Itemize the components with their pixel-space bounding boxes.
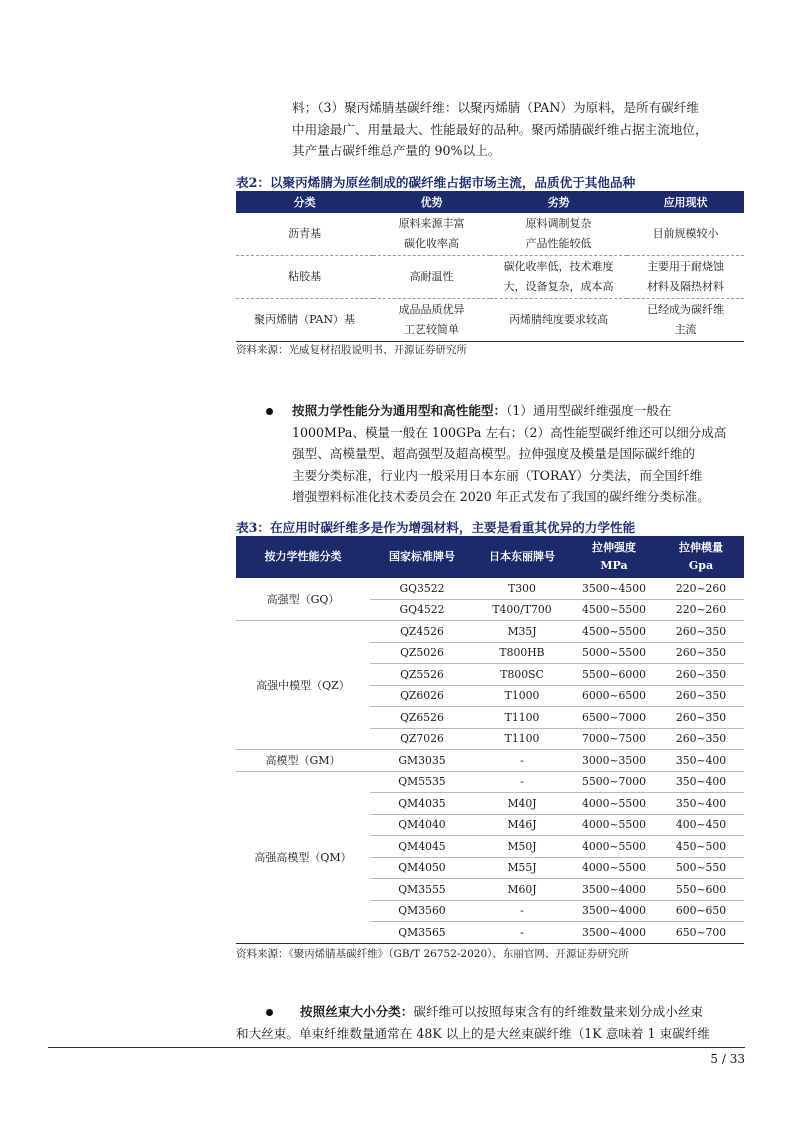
table3-strength: 5500~6000 — [570, 664, 658, 686]
table3-national-grade: QZ5026 — [370, 642, 474, 664]
table3-national-grade: QZ5526 — [370, 664, 474, 686]
table3-national-grade: QZ7026 — [370, 728, 474, 750]
table3-strength: 3500~4000 — [570, 900, 658, 922]
table3-modulus: 500~550 — [658, 857, 744, 879]
table3-header: 拉伸强度 MPa — [570, 536, 658, 578]
table2-header: 应用现状 — [627, 191, 744, 213]
table2-advantage: 高耐温性 — [373, 256, 490, 299]
table-row — [236, 256, 744, 299]
para2-bold: 按照力学性能分为通用型和高性能型： — [292, 403, 507, 418]
table2-header: 优势 — [373, 191, 490, 213]
table3-strength: 5500~7000 — [570, 771, 658, 793]
table2-category: 聚丙烯腈（PAN）基 — [236, 299, 373, 342]
bundle-paragraph-line1 — [300, 1001, 744, 1023]
table3-national-grade: QM5535 — [370, 771, 474, 793]
table2-caption: 表2：以聚丙烯腈为原丝制成的碳纤维占据市场主流，品质优于其他品种 — [236, 175, 636, 190]
para3-line: 碳纤维可以按照每束含有的纤维数量来划分成小丝束 — [413, 1004, 703, 1019]
table2-disadvantage: 丙烯腈纯度要求较高 — [490, 299, 627, 342]
para3-bold: 按照丝束大小分类： — [300, 1004, 414, 1019]
table3-strength: 6500~7000 — [570, 707, 658, 729]
table3-caption: 表3：在应用时碳纤维多是作为增强材料，主要是看重其优异的力学性能 — [236, 520, 636, 535]
table2-application: 已经成为碳纤维 主流 — [627, 299, 744, 342]
table3-toray-grade: T1000 — [474, 685, 570, 707]
table3-source: 资料来源：《聚丙烯腈基碳纤维》（GB/T 26752-2020）、东丽官网、开源证券研究所 — [236, 948, 629, 960]
table-row — [236, 299, 744, 342]
table3-strength: 5000~5500 — [570, 642, 658, 664]
intro-line: 料；（3）聚丙烯腈基碳纤维：以聚丙烯腈（PAN）为原料，是所有碳纤维 — [292, 100, 699, 115]
table3-modulus: 650~700 — [658, 922, 744, 944]
table3-national-grade: QM4045 — [370, 836, 474, 858]
table3-toray-grade: M40J — [474, 793, 570, 815]
table2 — [236, 191, 744, 342]
table3-header: 拉伸模量 Gpa — [658, 536, 744, 578]
table3-national-grade: QM4050 — [370, 857, 474, 879]
table3-modulus: 450~500 — [658, 836, 744, 858]
intro-paragraph — [292, 97, 744, 162]
table2-category: 沥青基 — [236, 213, 373, 256]
para2-line: （1）通用型碳纤维强度一般在 — [506, 403, 672, 418]
para2-line: 增强塑料标准化技术委员会在 2020 年正式发布了我国的碳纤维分类标准。 — [292, 489, 710, 504]
table3-national-grade: QM4035 — [370, 793, 474, 815]
table3-modulus: 260~350 — [658, 664, 744, 686]
table-row — [236, 621, 744, 643]
table3-category: 高模型（GM） — [236, 750, 370, 772]
para2-line: 主要分类标准，行业内一般采用日本东丽（TORAY）分类法，而全国纤维 — [292, 467, 703, 483]
table3-toray-grade: - — [474, 750, 570, 772]
table3-strength: 3500~4500 — [570, 578, 658, 599]
bullet-icon — [266, 408, 273, 415]
table3-strength: 3500~4000 — [570, 879, 658, 901]
table3-toray-grade: M46J — [474, 814, 570, 836]
table3-modulus: 350~400 — [658, 771, 744, 793]
table-row — [236, 771, 744, 793]
table3-body — [236, 578, 744, 943]
table3-strength: 4000~5500 — [570, 836, 658, 858]
table3-toray-grade: - — [474, 900, 570, 922]
table3-toray-grade: M50J — [474, 836, 570, 858]
table2-application: 主要用于耐烧蚀 材料及隔热材料 — [627, 256, 744, 299]
table3-national-grade: QZ4526 — [370, 621, 474, 643]
table3-modulus: 220~260 — [658, 578, 744, 599]
table3-strength: 3000~3500 — [570, 750, 658, 772]
table3-toray-grade: T800SC — [474, 664, 570, 686]
table3-modulus: 350~400 — [658, 750, 744, 772]
table3-strength: 4000~5500 — [570, 793, 658, 815]
table3-national-grade: QM4040 — [370, 814, 474, 836]
table3-modulus: 350~400 — [658, 793, 744, 815]
table3-toray-grade: T1100 — [474, 728, 570, 750]
table2-advantage: 成品品质优异 工艺较简单 — [373, 299, 490, 342]
table3-national-grade: GQ3522 — [370, 578, 474, 599]
table3-modulus: 260~350 — [658, 621, 744, 643]
table2-header-row — [236, 191, 744, 213]
table3-national-grade: GQ4522 — [370, 599, 474, 621]
table3-toray-grade: T1100 — [474, 707, 570, 729]
bullet-icon — [266, 1009, 273, 1016]
table2-advantage: 原料来源丰富 碳化收率高 — [373, 213, 490, 256]
footer-rule — [48, 1047, 745, 1048]
para2-line: 强型、高模量型、超高强型及超高模型。拉伸强度及模量是国际碳纤维的 — [292, 446, 695, 461]
table3-modulus: 400~450 — [658, 814, 744, 836]
table3-national-grade: QZ6526 — [370, 707, 474, 729]
para3-line: 和大丝束。单束纤维数量通常在 48K 以上的是大丝束碳纤维（1K 意味着 1 束碳纤维 — [236, 1026, 710, 1041]
table3-strength: 7000~7500 — [570, 728, 658, 750]
table3-toray-grade: M60J — [474, 879, 570, 901]
table3-toray-grade: M35J — [474, 621, 570, 643]
table2-category: 粘胶基 — [236, 256, 373, 299]
table3-strength: 4000~5500 — [570, 814, 658, 836]
table-row — [236, 213, 744, 256]
table3-toray-grade: T800HB — [474, 642, 570, 664]
table3-category: 高强型（GQ） — [236, 578, 370, 621]
table3-category: 高强中模型（QZ） — [236, 621, 370, 750]
table3-header-row — [236, 536, 744, 578]
table3-modulus: 600~650 — [658, 900, 744, 922]
table3-toray-grade: T300 — [474, 578, 570, 599]
mechanical-paragraph — [292, 400, 744, 508]
table3-modulus: 550~600 — [658, 879, 744, 901]
para2-line: 1000MPa、模量一般在 100GPa 左右；（2）高性能型碳纤维还可以细分成高 — [292, 424, 727, 440]
table3-strength: 4000~5500 — [570, 857, 658, 879]
table3-modulus: 260~350 — [658, 707, 744, 729]
table3-national-grade: QM3560 — [370, 900, 474, 922]
table3-header: 国家标准牌号 — [370, 536, 474, 578]
table-row — [236, 750, 744, 772]
table3-national-grade: QM3565 — [370, 922, 474, 944]
intro-line: 中用途最广、用量最大、性能最好的品种。聚丙烯腈碳纤维占据主流地位， — [292, 121, 708, 137]
table3-strength: 6000~6500 — [570, 685, 658, 707]
page-number: 5 / 33 — [710, 1052, 745, 1066]
table3-national-grade: GM3035 — [370, 750, 474, 772]
table2-header: 劣势 — [490, 191, 627, 213]
table3-modulus: 260~350 — [658, 728, 744, 750]
table2-application: 目前规模较小 — [627, 213, 744, 256]
table3-toray-grade: - — [474, 922, 570, 944]
table3-header: 日本东丽牌号 — [474, 536, 570, 578]
table2-disadvantage: 原料调制复杂 产品性能较低 — [490, 213, 627, 256]
table3-modulus: 260~350 — [658, 642, 744, 664]
table3-category: 高强高模型（QM） — [236, 771, 370, 943]
table3-strength: 3500~4000 — [570, 922, 658, 944]
intro-line: 其产量占碳纤维总产量的 90%以上。 — [292, 143, 501, 158]
table3-toray-grade: - — [474, 771, 570, 793]
table2-disadvantage: 碳化收率低，技术难度 大，设备复杂，成本高 — [490, 256, 627, 299]
table2-header: 分类 — [236, 191, 373, 213]
table3-national-grade: QZ6026 — [370, 685, 474, 707]
table3 — [236, 536, 744, 944]
table3-national-grade: QM3555 — [370, 879, 474, 901]
table3-toray-grade: M55J — [474, 857, 570, 879]
table2-source: 资料来源：光威复材招股说明书、开源证券研究所 — [236, 344, 467, 356]
table3-header: 按力学性能分类 — [236, 536, 370, 578]
table-row — [236, 578, 744, 599]
table3-strength: 4500~5500 — [570, 621, 658, 643]
table3-modulus: 220~260 — [658, 599, 744, 621]
table3-strength: 4500~5500 — [570, 599, 658, 621]
table3-toray-grade: T400/T700 — [474, 599, 570, 621]
table3-modulus: 260~350 — [658, 685, 744, 707]
